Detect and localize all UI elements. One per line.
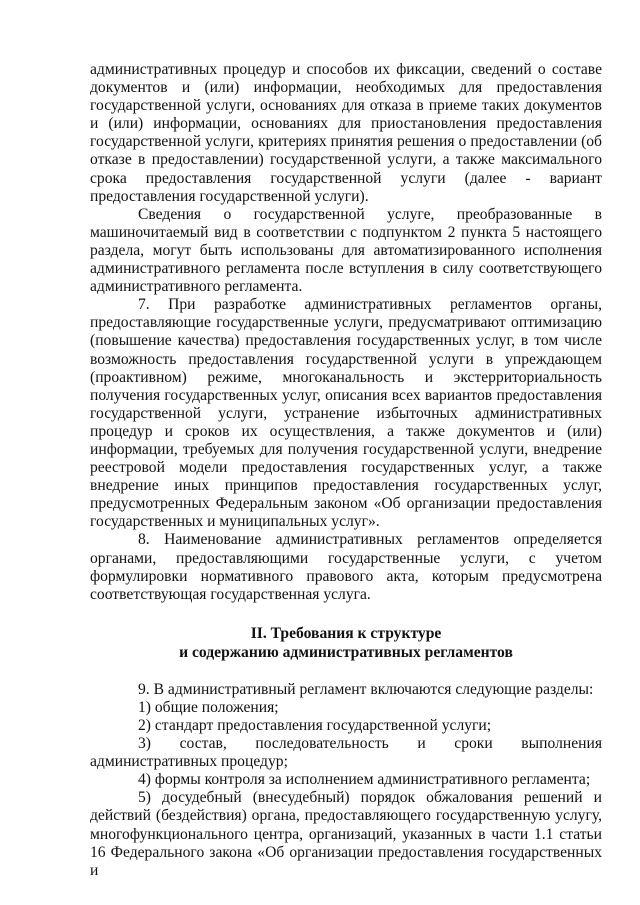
list-item-3: 3) состав, последовательность и сроки выполнения административных процедур; — [90, 735, 602, 771]
list-item-4: 4) формы контроля за исполнением административного регламента; — [138, 771, 591, 789]
section-heading-line-1: II. Требования к структуре — [250, 624, 442, 642]
document-body — [90, 61, 602, 880]
paragraph-machine-readable: Сведения о государственной услуге, преобразованные в машиночитаемый вид в соответствии с подпунктом 2 пункта 5 настоящего раздела, могут быть использованы для автоматизированного исполнения административного регламента после вступления в силу соответствующего административного регламента. — [90, 205, 602, 296]
paragraph-item-9: 9. В административный регламент включаются следующие разделы: — [138, 680, 594, 698]
paragraph-item-8: 8. Наименование административных регламентов определяется органами, предоставляющими государственные услуги, с учетом формулировки нормативного правового акта, которым предусмотрена соответствующая государственная услуга. — [90, 531, 602, 603]
section-heading-line-2: и содержанию административных регламентов — [179, 643, 513, 661]
list-item-5: 5) досудебный (внесудебный) порядок обжалования решений и действий (бездействия) органа, предоставляющего государственную услугу, многофункционального центра, организаций, указанных в части 1.1 статьи 16 Федерального закона «Об организации предоставления государственных и — [90, 789, 602, 879]
section-heading — [90, 624, 602, 662]
paragraph-continuation: административных процедур и способов их фиксации, сведений о составе документов и (или) информации, необходимых для предоставления государственной услуги, основаниях для отказа в приеме таких документов и (или) информации, основаниях для приостановления предоставления государственной услуги, критериях принятия решения о предоставлении (об отказе в предоставлении) государственной услуги, а также максимального срока предоставления государственной услуги (далее - вариант предоставления государственной услуги). — [90, 61, 602, 205]
paragraph-item-7: 7. При разработке административных регламентов органы, предоставляющие государственные услуги, предусматривают оптимизацию (повышение качества) предоставления государственных услуг, в том числе возможность предоставления государственной услуги в упреждающем (проактивном) режиме, многоканальность и экстерриториальность получения государственных услуг, описания всех вариантов предоставления государственной услуги, устранение избыточных административных процедур и сроков их осуществления, а также документов и (или) информации, требуемых для получения государственной услуги, внедрение реестровой модели предоставления государственных услуг, а также внедрение иных принципов предоставления государственных услуг, предусмотренных Федеральным законом «Об организации предоставления государственных и муниципальных услуг». — [90, 296, 602, 531]
list-item-1: 1) общие положения; — [138, 698, 279, 716]
list-item-2: 2) стандарт предоставления государственной услуги; — [138, 717, 492, 734]
